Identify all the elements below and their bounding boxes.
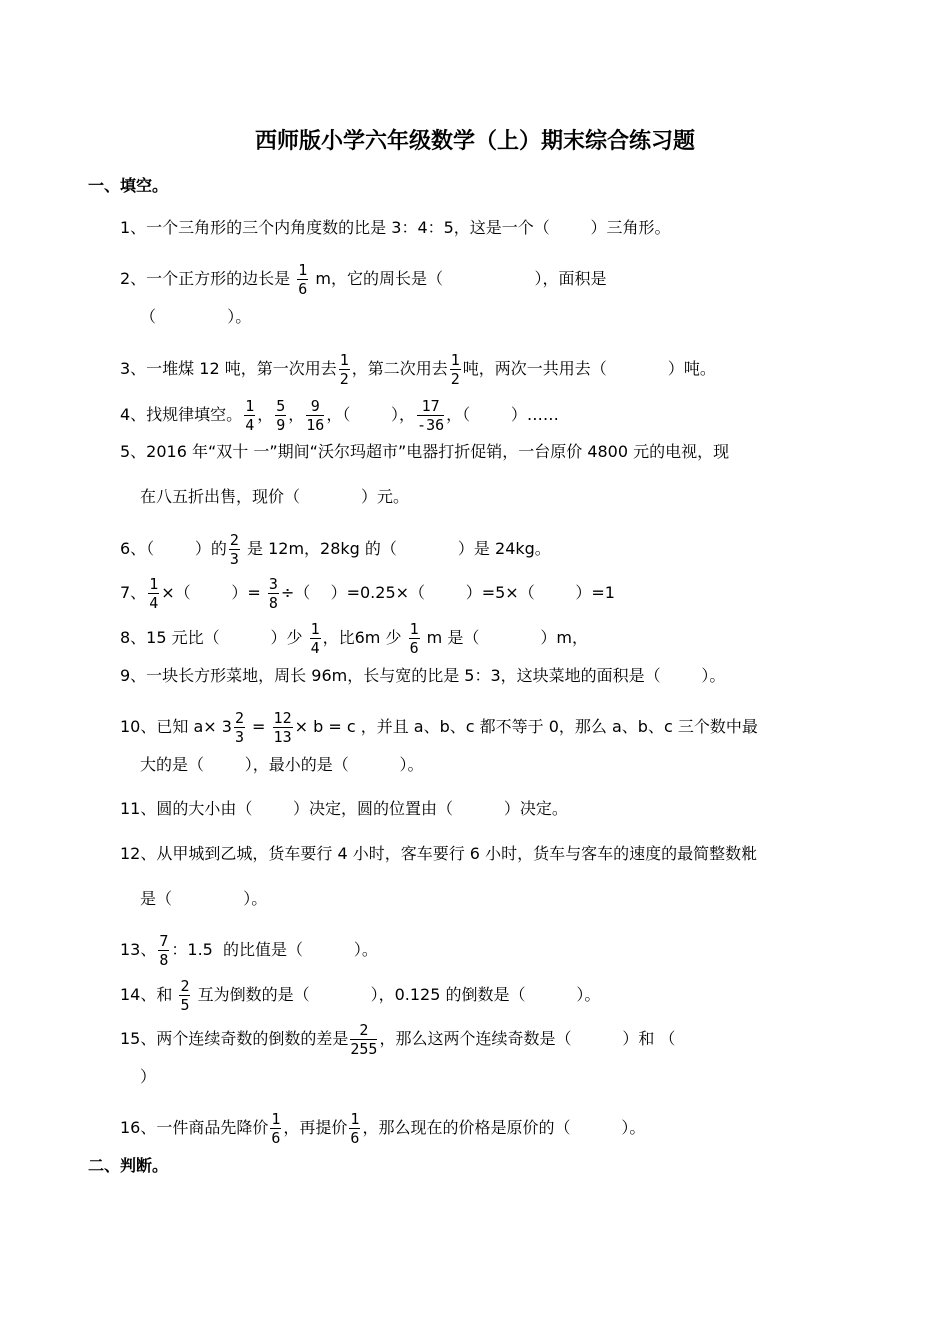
numerator: 1 <box>409 620 419 638</box>
numerator: 1 <box>271 1110 281 1128</box>
question-text: 13、 <box>120 940 157 959</box>
numerator: 5 <box>276 397 286 415</box>
denominator: 4 <box>245 416 255 434</box>
numerator: 1 <box>245 397 255 415</box>
question-text: 5、2016 年“双十 一”期间“沃尔玛超市”电器打折促销，一台原价 4800 元的电视，现 <box>120 442 730 461</box>
denominator: 255 <box>350 1040 378 1058</box>
question-text: 11、圆的大小由（ ）决定，圆的位置由（ ）决定。 <box>120 799 568 818</box>
fraction <box>417 397 444 434</box>
question-line <box>140 306 251 328</box>
question-text: m，它的周长是（ ），面积是 <box>310 269 607 288</box>
numerator: 3 <box>268 575 278 593</box>
fraction <box>275 397 286 434</box>
question-text: 1、一个三角形的三个内角度数的比是 3：4：5，这是一个（ ）三角形。 <box>120 218 671 237</box>
question-line <box>120 798 568 820</box>
page-title: 西师版小学六年级数学（上）期末综合练习题 <box>254 128 695 154</box>
numerator: 12 <box>273 709 292 727</box>
numerator: 1 <box>310 620 320 638</box>
question-text: 是 12m，28kg 的（ ）是 24kg。 <box>241 539 551 558</box>
question-line <box>120 531 551 568</box>
question-text: 12、从甲城到乙城，货车要行 4 小时，客车要行 6 小时，货车与客车的速度的最简整数粃 <box>120 844 758 863</box>
question-line <box>120 620 588 657</box>
numerator: 1 <box>149 575 159 593</box>
fraction <box>450 351 461 388</box>
numerator: 1 <box>450 351 460 369</box>
question-text: 9、一块长方形菜地，周长 96m，长与宽的比是 5：3，这块菜地的面积是（ ）。 <box>120 666 726 685</box>
fraction <box>244 397 255 434</box>
question-line <box>120 217 671 239</box>
denominator: 2 <box>450 370 460 388</box>
fraction <box>339 351 350 388</box>
section-heading-fill-blank: 一、填空。 <box>88 176 169 195</box>
numerator: 7 <box>159 932 169 950</box>
numerator: 1 <box>298 261 308 279</box>
question-text: = <box>246 717 271 736</box>
question-line <box>120 843 757 865</box>
fraction <box>270 1110 281 1147</box>
question-text: ，（ ）…… <box>446 405 559 424</box>
question-line <box>140 1066 156 1088</box>
denominator: 5 <box>180 996 190 1014</box>
denominator: 8 <box>268 594 278 612</box>
fraction <box>350 1021 377 1058</box>
question-line <box>120 1110 645 1147</box>
question-line <box>120 709 758 746</box>
numerator: 1 <box>350 1110 360 1128</box>
question-text: ，再提价 <box>283 1118 348 1137</box>
numerator: 17 <box>417 397 444 416</box>
numerator: 9 <box>306 397 324 416</box>
question-text: ，第二次用去 <box>351 359 448 378</box>
question-text: ， <box>257 405 274 424</box>
question-text: 2、一个正方形的边长是 <box>120 269 296 288</box>
question-text: 14、和 <box>120 985 178 1004</box>
denominator: -36 <box>417 416 445 434</box>
fraction <box>310 620 321 657</box>
fraction <box>409 620 420 657</box>
section-heading-judge: 二、判断。 <box>88 1156 169 1175</box>
question-line <box>140 486 409 508</box>
question-line <box>120 1021 675 1058</box>
question-text: 4、找规律填空。 <box>120 405 243 424</box>
numerator: 2 <box>350 1021 377 1040</box>
denominator: 16 <box>306 416 325 434</box>
question-text: 15、两个连续奇数的倒数的差是 <box>120 1029 349 1048</box>
question-text: × b = c ，并且 a、b、c 都不等于 0，那么 a、b、c 三个数中最 <box>294 717 758 736</box>
fraction <box>297 261 308 298</box>
denominator: 6 <box>271 1129 281 1147</box>
question-text: 6、（ ）的 <box>120 539 227 558</box>
denominator: 9 <box>276 416 286 434</box>
question-text: ，那么现在的价格是原价的（ ）。 <box>362 1118 646 1137</box>
fraction <box>229 531 240 568</box>
fraction <box>306 397 324 434</box>
question-line <box>120 932 378 969</box>
question-text: ，那么这两个连续奇数是（ ）和 （ <box>379 1029 676 1048</box>
question-text: 吨，两次一共用去（ ）吨。 <box>462 359 716 378</box>
denominator: 6 <box>409 639 419 657</box>
denominator: 8 <box>159 951 169 969</box>
question-line <box>120 397 559 434</box>
denominator: 2 <box>339 370 349 388</box>
numerator: 2 <box>234 709 244 727</box>
question-text: 16、一件商品先降价 <box>120 1118 269 1137</box>
numerator: 1 <box>339 351 349 369</box>
fraction <box>273 709 293 746</box>
fraction <box>179 977 190 1014</box>
question-text: 7、 <box>120 583 147 602</box>
denominator: 3 <box>234 728 244 746</box>
question-text: ÷（ ）=0.25×（ ）=5×（ ）=1 <box>280 583 615 602</box>
fraction <box>268 575 279 612</box>
question-text: 3、一堆煤 12 吨，第一次用去 <box>120 359 337 378</box>
question-text: 是（ ）。 <box>140 889 268 908</box>
question-line <box>140 754 424 776</box>
question-line <box>140 888 267 910</box>
question-line <box>120 665 725 687</box>
question-line <box>120 261 607 298</box>
question-text: ，（ ）， <box>326 405 416 424</box>
question-text: 在八五折出售，现价（ ）元。 <box>140 487 410 506</box>
question-text: ， <box>288 405 305 424</box>
question-text: ） <box>140 1067 157 1086</box>
question-text: 互为倒数的是（ ），0.125 的倒数是（ ）。 <box>192 985 601 1004</box>
question-text: m 是（ ）m， <box>421 628 588 647</box>
question-text: 8、15 元比（ ）少 <box>120 628 308 647</box>
question-text: 10、已知 a× 3 <box>120 717 232 736</box>
numerator: 2 <box>180 977 190 995</box>
question-text: ，比6m 少 <box>322 628 407 647</box>
denominator: 6 <box>350 1129 360 1147</box>
question-line <box>120 575 615 612</box>
denominator: 6 <box>298 280 308 298</box>
fraction <box>234 709 245 746</box>
denominator: 4 <box>310 639 320 657</box>
question-text: ×（ ）= <box>161 583 266 602</box>
question-line <box>120 977 600 1014</box>
fraction <box>148 575 159 612</box>
question-text: ：1.5 的比值是（ ）。 <box>171 940 378 959</box>
numerator: 2 <box>229 531 239 549</box>
fraction <box>349 1110 360 1147</box>
question-text: （ ）。 <box>140 307 252 326</box>
denominator: 13 <box>273 728 292 746</box>
fraction <box>158 932 169 969</box>
question-line <box>120 441 729 463</box>
question-line <box>120 351 716 388</box>
denominator: 4 <box>149 594 159 612</box>
denominator: 3 <box>229 550 239 568</box>
question-text: 大的是（ ），最小的是（ ）。 <box>140 755 424 774</box>
